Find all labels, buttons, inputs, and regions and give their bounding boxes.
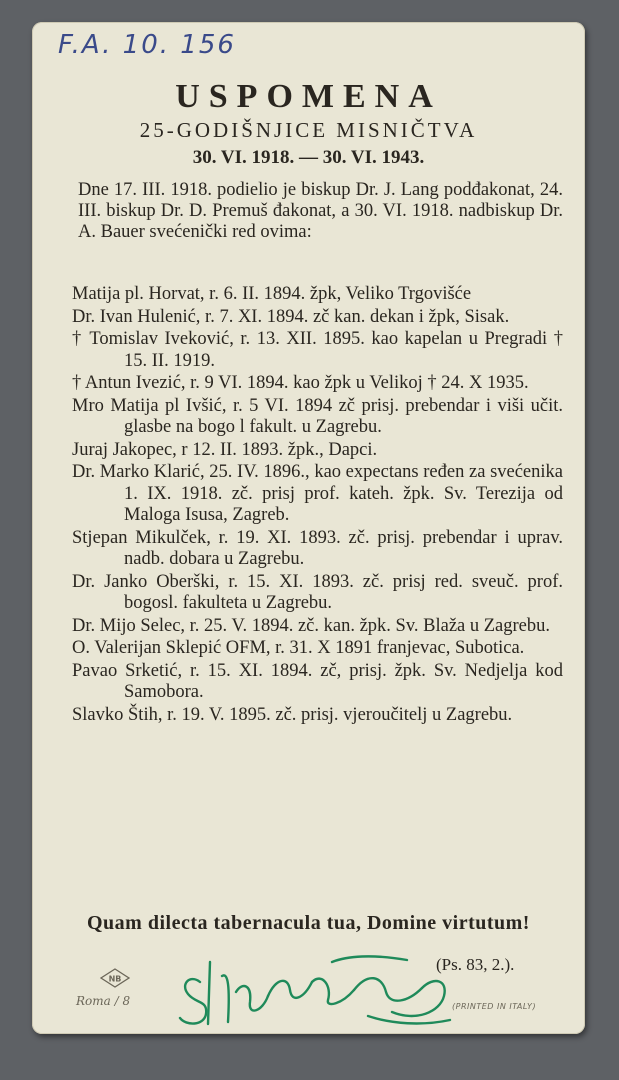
anniversary-dates: 30. VI. 1918. — 30. VI. 1943. — [192, 147, 425, 168]
latin-motto: Quam dilecta tabernacula tua, Domine virtutum! — [87, 912, 530, 934]
list-entry: Slavko Štih, r. 19. V. 1895. zč. prisj. vjeroučitelj u Zagrebu. — [72, 704, 513, 725]
list-entry: Dr. Ivan Hulenić, r. 7. XI. 1894. zč kan. dekan i žpk, Sisak. — [72, 306, 510, 327]
printed-note: (PRINTED IN ITALY) — [452, 1002, 537, 1011]
print-place: Roma / 8 — [76, 994, 131, 1008]
publisher-mark: NB — [108, 974, 122, 984]
publisher-logo-icon — [100, 968, 130, 988]
list-entry: Pavao Srketić, r. 15. XI. 1894. zč, prisj. žpk. Sv. Nedjelja kod Samobora. — [72, 660, 563, 702]
list-entry: Matija pl. Horvat, r. 6. II. 1894. žpk, Veliko Trgovišće — [72, 284, 472, 304]
list-entry: Dr. Janko Oberški, r. 15. XI. 1893. zč. prisj red. sveuč. prof. bogosl. fakulteta u Zagrebu. — [72, 571, 563, 613]
list-entry: Stjepan Mikulček, r. 19. XI. 1893. zč. prisj. prebendar i uprav. nadb. dobara u Zagrebu. — [72, 527, 563, 569]
handwritten-signature — [172, 942, 472, 1032]
list-entry: Dr. Marko Klarić, 25. IV. 1896., kao expectans ređen za svećenika 1. IX. 1918. zč. prisj prof. kateh. žpk. Sv. Terezija od Maloga Isusa, Zagreb. — [72, 462, 563, 525]
list-entry: Juraj Jakopec, r 12. II. 1893. žpk., Dapci. — [72, 439, 378, 460]
memorial-card — [32, 22, 585, 1034]
psalm-reference: (Ps. 83, 2.). — [436, 955, 515, 974]
card-title: USPOMENA — [175, 78, 442, 115]
list-entry: Mro Matija pl Ivšić, r. 5 VI. 1894 zč prisj. prebendar i viši učit. glasbe na bogo l fakult. u Zagrebu. — [72, 395, 563, 437]
archive-mark: F.A. 10. 156 — [58, 30, 236, 60]
list-entry: O. Valerijan Sklepić OFM, r. 31. X 1891 franjevac, Subotica. — [72, 638, 525, 658]
card-subtitle: 25-GODIŠNJICE MISNIČTVA — [139, 118, 478, 142]
intro-paragraph: Dne 17. III. 1918. podielio je biskup Dr. J. Lang podđakonat, 24. III. biskup Dr. D. Premuš đakonat, a 30. VI. 1918. nadbiskup Dr. A. Bauer svećenički red ovima: — [78, 180, 563, 242]
list-entry: † Antun Ivezić, r. 9 VI. 1894. kao žpk u Velikoj † 24. X 1935. — [72, 373, 529, 393]
list-entry: Dr. Mijo Selec, r. 25. V. 1894. zč. kan. žpk. Sv. Blaža u Zagrebu. — [72, 615, 551, 636]
priest-list — [72, 284, 563, 727]
list-entry: † Tomislav Iveković, r. 13. XII. 1895. kao kapelan u Pregradi † 15. II. 1919. — [72, 329, 563, 371]
